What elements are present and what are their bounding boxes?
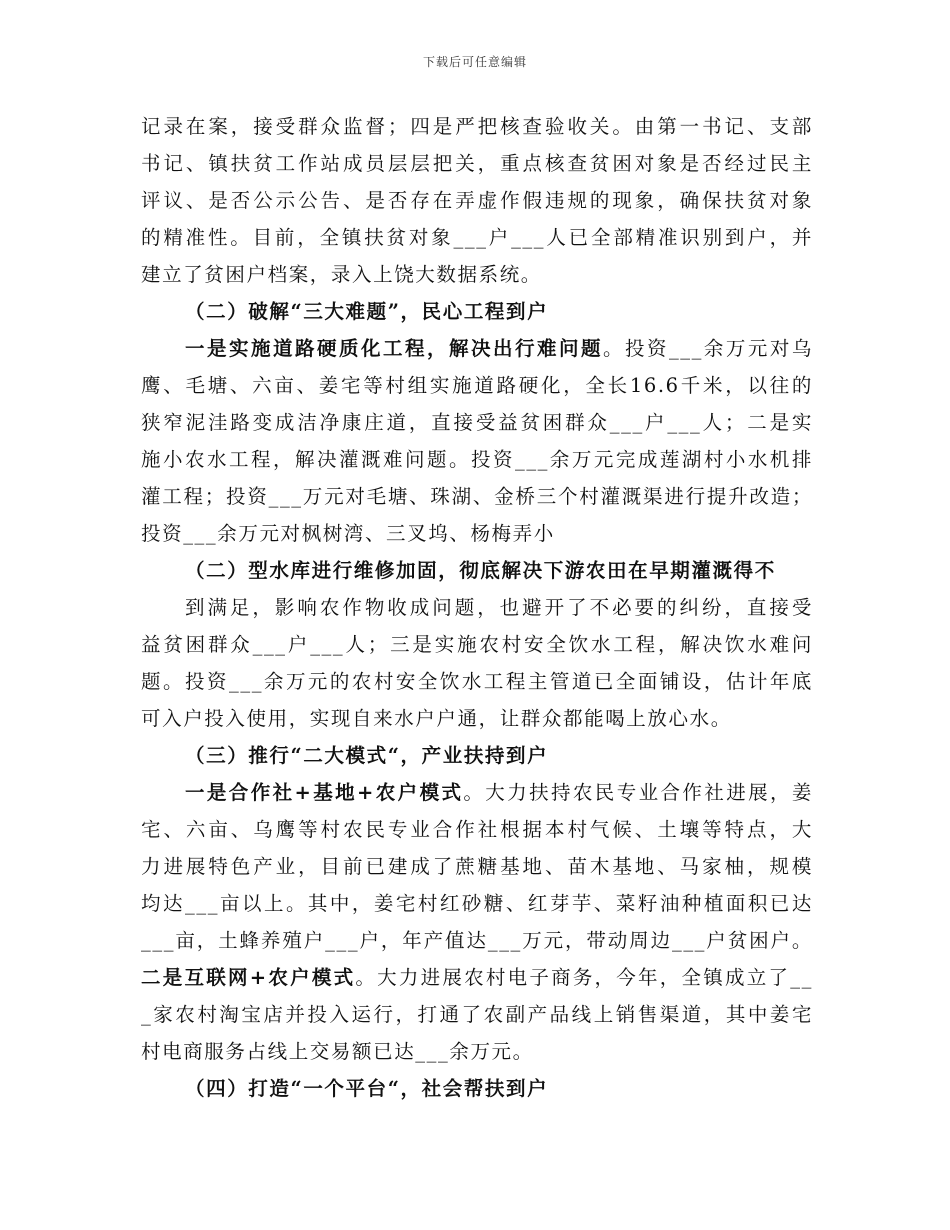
body-line-21: 力进展特色产业，目前已建成了蔗糖基地、苗木基地、马家柚，规模	[141, 855, 813, 878]
section-heading-2: （二）破解“三大难题”，民心工程到户	[185, 300, 549, 323]
body-line-26: 村电商服务占线上交易额已达___余万元。	[141, 1040, 534, 1063]
page-header: 下载后可任意编辑	[422, 55, 527, 69]
section-heading-3: （三）推行“二大模式“，产业扶持到户	[185, 744, 549, 767]
body-line-24: 二是互联网+农户模式。大力进展农村电子商务，今年，全镇成立了__	[141, 966, 813, 989]
body-line-14: 到满足，影响农作物收成问题，也避开了不必要的纠纷，直接受	[185, 596, 813, 619]
body-line-5: 建立了贫困户档案，录入上饶大数据系统。	[141, 263, 542, 286]
body-line-4: 的精准性。目前，全镇扶贫对象___户___人已全部精准识别到户，并	[141, 226, 813, 249]
body-line-15: 益贫困群众___户___人；三是实施农村安全饮水工程，解决饮水难问	[141, 633, 813, 656]
bold-lead-text: 一是实施道路硬质化工程，解决出行难问题	[185, 337, 603, 360]
body-line-1: 记录在案，接受群众监督；四是严把核查验收关。由第一书记、支部	[141, 115, 813, 138]
body-line-17: 可入户投入使用，实现自来水户户通，让群众都能喝上放心水。	[141, 707, 732, 730]
body-line-20: 宅、六亩、乌鹰等村农民专业合作社根据本村气候、土壤等特点，大	[141, 818, 813, 841]
body-line-3: 评议、是否公示公告、是否存在弄虚作假违规的现象，确保扶贫对象	[141, 189, 813, 212]
body-line-10: 施小农水工程，解决灌溉难问题。投资___余万元完成莲湖村小水机排	[141, 448, 813, 471]
body-line-19: 一是合作社+基地+农户模式。大力扶持农民专业合作社进展，姜	[185, 781, 813, 804]
body-line-16: 题。投资___余万元的农村安全饮水工程主管道已全面铺设，估计年底	[141, 670, 813, 693]
body-line-22: 均达___亩以上。其中，姜宅村红砂糖、红芽芋、菜籽油种植面积已达	[141, 892, 813, 915]
bold-lead-text: 二是互联网+农户模式	[141, 966, 356, 989]
body-line-11: 灌工程；投资___万元对毛塘、珠湖、金桥三个村灌溉渠进行提升改造；	[141, 485, 813, 508]
body-line-9: 狭窄泥洼路变成洁净康庄道，直接受益贫困群众___户___人；二是实	[141, 411, 813, 434]
bold-lead-text: 一是合作社+基地+农户模式	[185, 781, 464, 804]
body-line-7: 一是实施道路硬质化工程，解决出行难问题。投资___余万元对乌	[185, 337, 813, 360]
body-line-8: 鹰、毛塘、六亩、姜宅等村组实施道路硬化，全长16.6千米，以往的	[141, 374, 813, 397]
body-line-25: _家农村淘宝店并投入运行，打通了农副产品线上销售渠道，其中姜宅	[141, 1003, 813, 1026]
section-heading-2b: （二）型水库进行维修加固，彻底解决下游农田在早期灌溉得不	[185, 559, 776, 582]
document-body	[141, 108, 813, 1107]
body-line-12: 投资___余万元对枫树湾、三叉坞、杨梅弄小	[141, 522, 555, 545]
body-line-2: 书记、镇扶贫工作站成员层层把关，重点核查贫困对象是否经过民主	[141, 152, 813, 175]
body-line-23: ___亩，土蜂养殖户___户，年产值达___万元，带动周边___户贫困户。	[141, 929, 813, 952]
section-heading-4: （四）打造“一个平台“，社会帮扶到户	[185, 1077, 549, 1100]
